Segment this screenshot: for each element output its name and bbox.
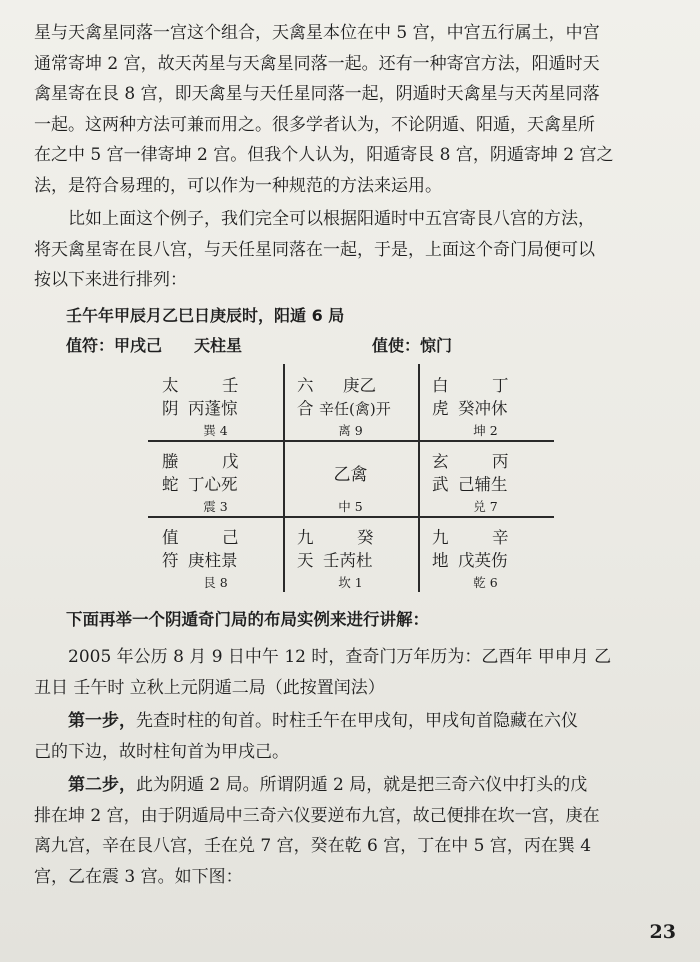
stem-top: 庚乙 [343, 376, 376, 395]
text-line: 宫，乙在震 3 宫。如下图： [34, 866, 243, 887]
palace-label: 乾 6 [473, 575, 498, 590]
god-top: 九 [297, 528, 314, 547]
god-top: 六 [297, 376, 314, 395]
ju-title: 壬午年甲辰月乙巳日庚辰时，阳遁 6 局 [66, 306, 345, 325]
god-top: 值 [162, 528, 179, 547]
stars-doors: 壬芮杜 [323, 551, 373, 570]
god-top: 九 [432, 528, 449, 547]
step-label: 第一步， [68, 711, 136, 731]
second-paragraph [34, 204, 668, 296]
stem-top: 丙 [492, 452, 509, 471]
stem-top: 己 [222, 528, 239, 547]
god-bottom: 虎 [432, 399, 449, 418]
god-top: 玄 [432, 452, 449, 471]
text-line: 丑日 壬午时 立秋上元阴遁二局（此按置闰法） [34, 677, 385, 698]
palace-cell-xun4 [148, 364, 283, 440]
palace-cell-gen8 [148, 516, 283, 592]
step-label: 第二步， [68, 775, 136, 795]
god-bottom: 阴 [162, 399, 179, 418]
god-bottom: 蛇 [162, 475, 179, 494]
date-paragraph [34, 642, 668, 703]
page-number: 23 [649, 921, 676, 943]
palace-label: 坤 2 [473, 423, 498, 438]
palace-cell-dui7 [418, 440, 553, 516]
step2-paragraph [34, 770, 668, 892]
god-bottom: 合 [297, 399, 314, 418]
qimen-grid [148, 364, 554, 592]
text-line: 先查时柱的旬首。时柱壬午在甲戌旬，甲戌旬首隐藏在六仪 [136, 711, 578, 731]
god-top: 白 [432, 376, 449, 395]
palace-label: 震 3 [203, 499, 228, 514]
god-bottom: 符 [162, 551, 179, 570]
palace-label: 艮 8 [203, 575, 228, 590]
stem-top: 壬 [222, 376, 239, 395]
god-bottom: 天 [297, 551, 314, 570]
god-bottom: 武 [432, 475, 449, 494]
stars-doors: 庚柱景 [188, 551, 238, 570]
stem-top: 辛 [492, 528, 509, 547]
stars-doors: 戊英伤 [458, 551, 508, 570]
text-line: 按以下来进行排列： [34, 270, 187, 290]
center-stem-star: 乙禽 [333, 465, 368, 485]
text-line: 法，是符合易理的，可以作为一种规范的方法来运用。 [34, 175, 442, 196]
text-line: 在之中 5 宫一律寄坤 2 宫。但我个人认为，阳遁寄艮 8 宫，阴遁寄坤 2 宫之 [34, 145, 614, 165]
palace-label: 巽 4 [203, 423, 228, 438]
text-line: 将天禽星寄在艮八宫，与天任星同落在一起，于是，上面这个奇门局便可以 [34, 239, 595, 260]
god-top: 螣 [162, 452, 179, 471]
stars-doors: 癸冲休 [458, 399, 508, 418]
palace-cell-zhen3 [148, 440, 283, 516]
text-line: 星与天禽星同落一宫这个组合，天禽星本位在中 5 宫，中宫五行属土，中宫 [34, 23, 600, 43]
palace-cell-li9 [283, 364, 418, 440]
palace-cell-qian6 [418, 516, 553, 592]
text-line: 己的下边，故时柱旬首为甲戌己。 [34, 741, 289, 762]
zhishi-line: 值使：惊门 [372, 336, 453, 355]
stars-doors: 辛任(禽)开 [319, 400, 391, 418]
palace-label: 兑 7 [473, 499, 498, 514]
god-top: 太 [162, 376, 179, 395]
text-line: 禽星寄在艮 8 宫，即天禽星与天任星同落一起，阴遁时天禽星与天芮星同落 [34, 84, 600, 104]
palace-label: 离 9 [338, 423, 363, 438]
palace-label: 坎 1 [338, 575, 363, 590]
text-line: 比如上面这个例子，我们完全可以根据阳遁时中五宫寄艮八宫的方法， [68, 209, 595, 229]
text-line: 离九宫，辛在艮八宫，壬在兑 7 宫，癸在乾 6 宫，丁在中 5 宫，丙在巽 4 [34, 836, 592, 856]
palace-label: 中 5 [338, 499, 363, 514]
top-paragraph [34, 18, 668, 201]
stem-top: 戊 [222, 452, 239, 471]
palace-cell-kan1 [283, 516, 418, 592]
stars-doors: 己辅生 [458, 475, 508, 494]
stars-doors: 丙蓬惊 [188, 399, 238, 418]
text-line: 通常寄坤 2 宫，故天芮星与天禽星同落一起。还有一种寄宫方法，阳遁时天 [34, 53, 600, 74]
text-line: 2005 年公历 8 月 9 日中午 12 时，查奇门万年历为：乙酉年 甲申月 乙 [68, 647, 612, 667]
palace-cell-kun2 [418, 364, 553, 440]
section-heading: 下面再举一个阴遁奇门局的布局实例来进行讲解： [66, 610, 429, 629]
text-line: 一起。这两种方法可兼而用之。很多学者认为，不论阴遁、阳遁，天禽星所 [34, 114, 595, 135]
zhifu-line: 值符：甲戌己 天柱星 [66, 336, 243, 355]
stem-top: 癸 [357, 528, 374, 547]
text-line: 此为阴遁 2 局。所谓阴遁 2 局，就是把三奇六仪中打头的戊 [136, 775, 588, 795]
step1-paragraph [34, 706, 668, 767]
palace-cell-zhong5 [283, 440, 418, 516]
stem-top: 丁 [492, 376, 509, 395]
text-line: 排在坤 2 宫，由于阴遁局中三奇六仪要逆布九宫，故己便排在坎一宫，庚在 [34, 805, 600, 826]
god-bottom: 地 [432, 551, 449, 570]
stars-doors: 丁心死 [188, 475, 238, 494]
